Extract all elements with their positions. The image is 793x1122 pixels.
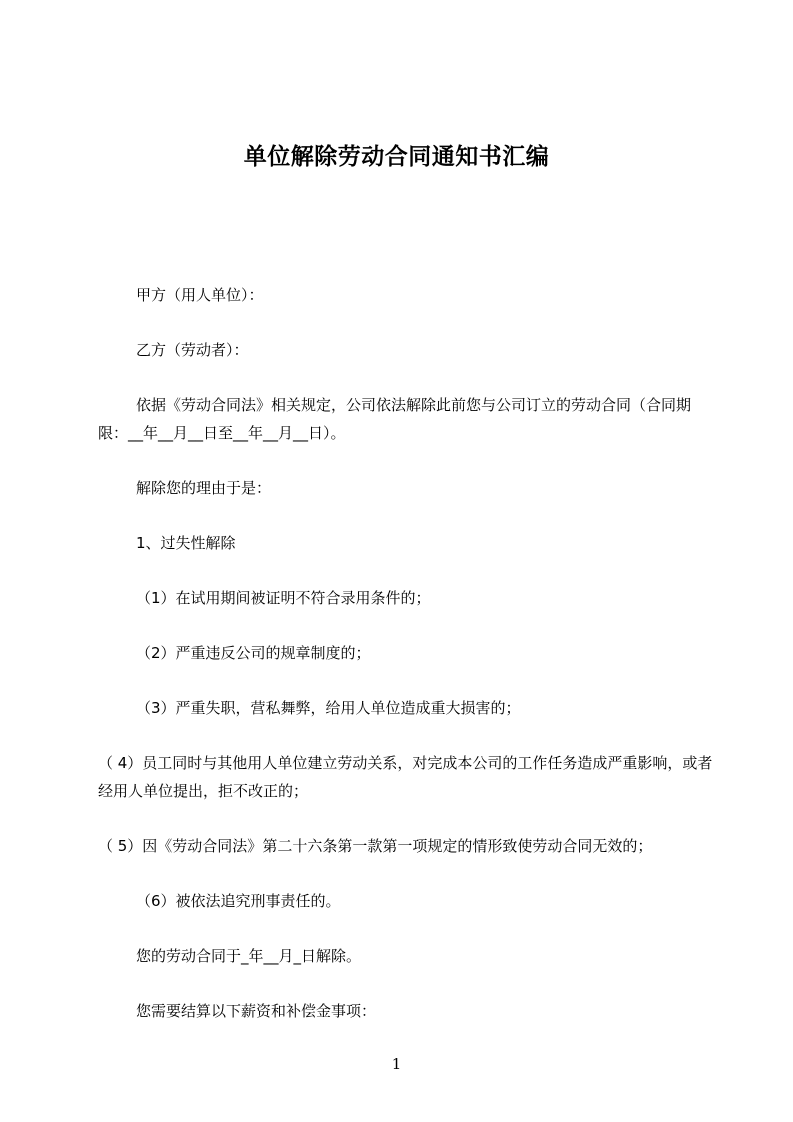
document-title: 单位解除劳动合同通知书汇编 [243, 144, 550, 170]
reason-item-2: （2）严重违反公司的规章制度的； [136, 644, 371, 662]
settlement-line: 您需要结算以下薪资和补偿金事项： [136, 1002, 377, 1020]
reason-item-5: （ 5）因《劳动合同法》第二十六条第一款第一项规定的情形致使劳动合同无效的； [98, 837, 653, 855]
party-b-line: 乙方（劳动者）： [136, 341, 249, 359]
party-a-line: 甲方（用人单位）： [136, 286, 264, 304]
document-body [98, 281, 714, 1052]
reason-item-6: （6）被依法追究刑事责任的。 [136, 892, 341, 910]
section-heading: 1、过失性解除 [136, 534, 236, 552]
basis-paragraph: 依据《劳动合同法》相关规定，公司依法解除此前您与公司订立的劳动合同（合同期限：__年__月__日至__年__月__日）。 [98, 396, 692, 442]
reason-item-1: （1）在试用期间被证明不符合录用条件的； [136, 589, 431, 607]
reason-item-3: （3）严重失职，营私舞弊，给用人单位造成重大损害的； [136, 699, 521, 717]
reason-heading: 解除您的理由于是： [136, 479, 272, 497]
termination-date-line: 您的劳动合同于_年__月_日解除。 [136, 947, 362, 965]
page-number: 1 [391, 1055, 402, 1073]
reason-item-4: （ 4）员工同时与其他用人单位建立劳动关系，对完成本公司的工作任务造成严重影响，或者经用人单位提出，拒不改正的； [98, 754, 713, 800]
